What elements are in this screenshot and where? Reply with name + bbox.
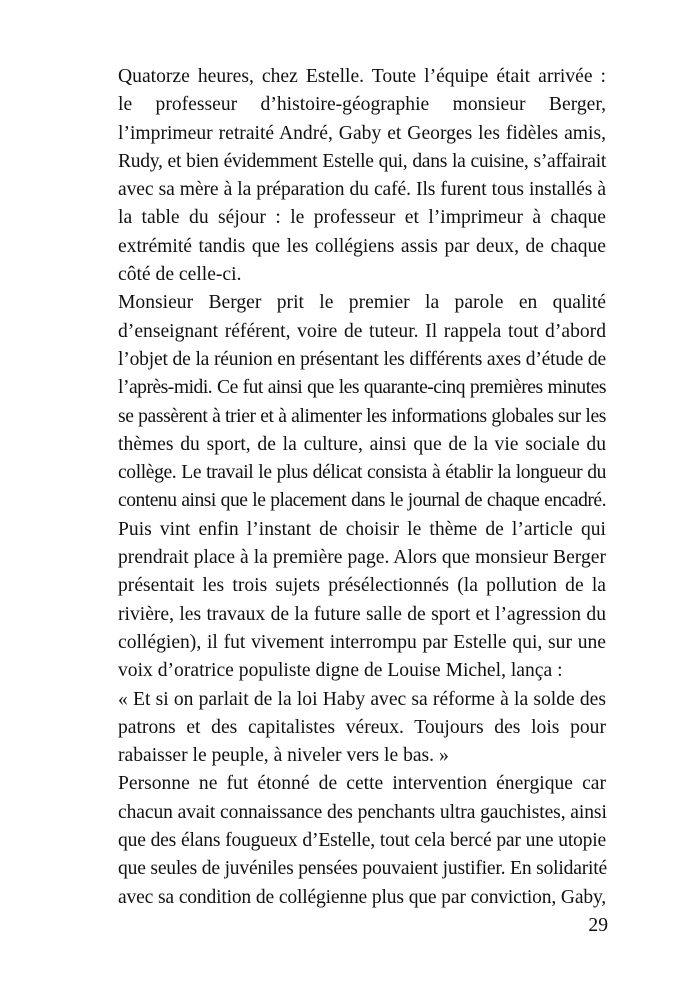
text-line: Monsieur Berger prit le premier la parole en qualité (118, 292, 606, 314)
page-body (118, 63, 606, 912)
text-line: contenu ainsi que le placement dans le journal de chaque encadré. (118, 490, 606, 512)
text-line: l’après-midi. Ce fut ainsi que les quarante-cinq premières minutes (118, 377, 606, 399)
text-line: côté de celle-ci. (118, 264, 242, 286)
text-line: collégien), il fut vivement interrompu par Estelle qui, sur une (118, 631, 606, 653)
text-line: collège. Le travail le plus délicat consista à établir la longueur du (118, 462, 606, 484)
text-line: rivière, les travaux de la future salle de sport et l’agression du (118, 603, 606, 625)
text-line: le professeur d’histoire-géographie monsieur Berger, (118, 94, 606, 116)
text-line: avec sa mère à la préparation du café. Ils furent tous installés à (118, 179, 606, 201)
paragraph-4 (118, 686, 606, 771)
text-line: que seules de juvéniles pensées pouvaient justifier. En solidarité (118, 858, 608, 880)
text-line: voix d’oratrice populiste digne de Louise Michel, lança : (118, 660, 563, 682)
text-line: que des élans fougueux d’Estelle, tout cela bercé par une utopie (118, 830, 606, 852)
text-line: Rudy, et bien évidemment Estelle qui, dans la cuisine, s’affairait (118, 150, 606, 172)
page-number: 29 (588, 915, 608, 936)
text-line: prendrait place à la première page. Alors que monsieur Berger (118, 547, 606, 569)
text-line: thèmes du sport, de la culture, ainsi que de la vie sociale du (118, 433, 606, 455)
text-line: rabaisser le peuple, à niveler vers le bas. » (118, 745, 449, 767)
text-line: d’enseignant référent, voire de tuteur. Il rappela tout d’abord (118, 320, 606, 342)
paragraph-2 (118, 289, 606, 515)
text-line: Quatorze heures, chez Estelle. Toute l’équipe était arrivée : (118, 66, 606, 87)
text-line: la table du séjour : le professeur et l’imprimeur à chaque (118, 207, 606, 229)
text-line: avec sa condition de collégienne plus que par conviction, Gaby, (118, 886, 606, 908)
paragraph-3 (118, 516, 606, 686)
text-line: « Et si on parlait de la loi Haby avec sa réforme à la solde des (118, 688, 606, 710)
text-line: se passèrent à trier et à alimenter les informations globales sur les (118, 405, 606, 427)
text-line: chacun avait connaissance des penchants ultra gauchistes, ainsi (118, 801, 607, 823)
text-line: Personne ne fut étonné de cette intervention énergique car (118, 773, 606, 795)
text-line: l’objet de la réunion en présentant les différents axes d’étude de (118, 348, 606, 370)
text-line: extrémité tandis que les collégiens assis par deux, de chaque (118, 235, 606, 257)
paragraph-5 (118, 770, 606, 911)
text-line: patrons et des capitalistes véreux. Toujours des lois pour (118, 716, 606, 738)
paragraph-1 (118, 63, 606, 289)
text-line: Puis vint enfin l’instant de choisir le thème de l’article qui (118, 518, 606, 540)
text-line: présentait les trois sujets présélectionnés (la pollution de la (118, 575, 606, 597)
text-line: l’imprimeur retraité André, Gaby et Georges les fidèles amis, (118, 122, 606, 144)
